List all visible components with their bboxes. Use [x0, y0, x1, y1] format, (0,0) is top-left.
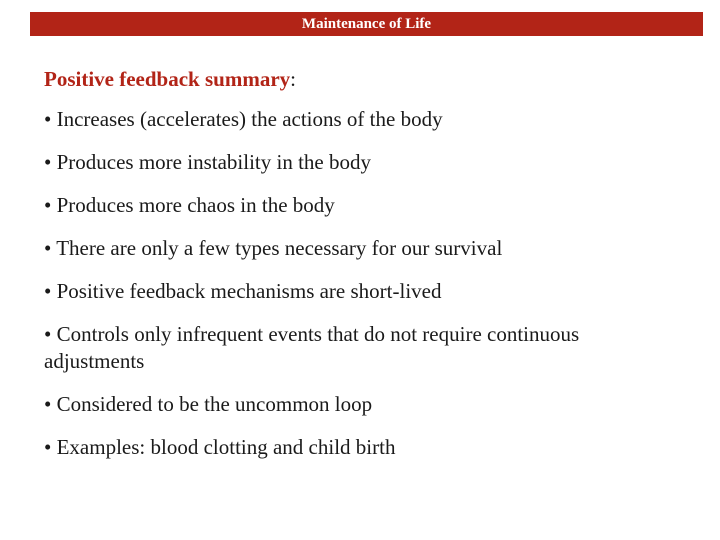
bullet-item: • Produces more chaos in the body: [44, 193, 335, 217]
section-heading-colon: :: [290, 67, 296, 91]
bullet-item: • Produces more instability in the body: [44, 150, 371, 174]
bullet-item: • There are only a few types necessary for our survival: [44, 236, 503, 260]
section-heading-text: Positive feedback summary: [44, 67, 291, 91]
bullet-item: • Examples: blood clotting and child birth: [44, 435, 396, 459]
header-title: Maintenance of Life: [301, 16, 432, 32]
bullet-item: • Positive feedback mechanisms are short-lived: [44, 279, 442, 303]
bullet-list: [44, 106, 684, 461]
header-bar: [30, 12, 703, 36]
bullet-item: • Considered to be the uncommon loop: [44, 392, 373, 416]
slide-content: [44, 64, 684, 477]
bullet-item: • Increases (accelerates) the actions of the body: [44, 107, 443, 131]
bullet-item: • Controls only infrequent events that do not require continuous adjustments: [44, 322, 580, 373]
section-heading: [44, 64, 684, 94]
